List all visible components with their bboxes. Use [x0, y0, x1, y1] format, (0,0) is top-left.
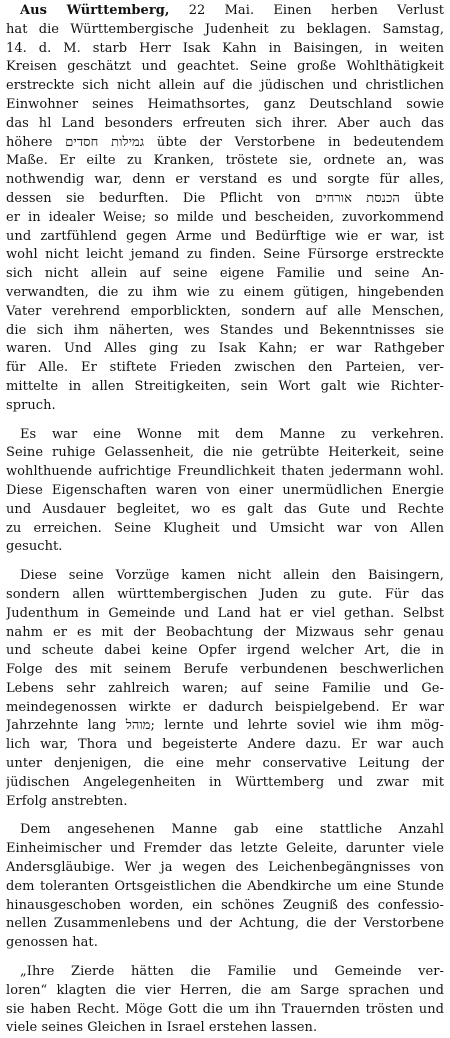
text-line: lich war, Thora und begeisterte Andere dazu. Er war auch — [6, 737, 444, 753]
text-line: Judenthum in Gemeinde und Land hat er viel gethan. Selbst — [6, 605, 444, 621]
text-line: Dem angesehenen Manne gab eine stattliche Anzahl — [20, 822, 444, 838]
text-line: Einwohner seines Heimathsortes, ganz Deutschland sowie — [6, 96, 444, 112]
text-line: nothwendig war, denn er verstand es und sorgte für alles, — [6, 172, 444, 188]
text-line: Diese seine Vorzüge kamen nicht allein den Baisingern, — [20, 568, 444, 584]
text-line: sich nicht allein auf seine eigene Familie und seine An- — [6, 266, 444, 282]
text-line: „Ihre Zierde hätten die Familie und Gemeinde ver- — [20, 964, 444, 980]
text-line: loren“ klagten die vier Herren, die am Sarge sprachen und — [6, 982, 444, 998]
text-line: Erfolg anstrebten. — [6, 793, 128, 809]
text-line: Kreisen geschätzt und geachtet. Seine große Wohlthätigkeit — [6, 59, 444, 75]
text-line: Seine ruhige Gelassenheit, die nie getrübte Heiterkeit, seine — [6, 445, 444, 461]
headline: Aus Württemberg, — [20, 3, 170, 18]
text-line: hinausgeschoben worden, ein schönes Zeugniß des confessio- — [6, 897, 444, 913]
paragraph-4 — [6, 821, 444, 953]
text-line: Lebens sehr zahlreich waren; auf seine Familie und Ge- — [6, 680, 444, 696]
text-line: die sich ihm näherten, wes Standes und Bekenntnisses sie — [6, 322, 444, 338]
text-line: meindegenossen wirkte er dadurch beispielgebend. Er war — [6, 699, 444, 715]
text-line: unter denjenigen, die eine mehr conservative Leitung der — [6, 756, 444, 772]
text-line: gesucht. — [6, 539, 63, 555]
text-line: dessen sie bedurften. Die Pflicht von הכנסת אורחים übte — [6, 190, 444, 206]
text-line: verwandten, die zu ihm wie zu einem gütigen, hingebenden — [6, 284, 444, 300]
text-line: das hl Land besonders erfreuten sich ihrer. Aber auch das — [6, 115, 444, 131]
paragraph-2 — [6, 426, 444, 558]
text-line: Vater verehrend emporblickten, sondern auf alle Menschen, — [6, 303, 444, 319]
paragraph-3 — [6, 567, 444, 811]
paragraph-1 — [6, 2, 444, 416]
text-line: mittelte in allen Streitigkeiten, sein Wort galt wie Richter- — [6, 378, 444, 394]
text-line: viele seines Gleichen in Israel erstehen lassen. — [6, 1020, 318, 1036]
text-line: wohl nicht leicht jemand zu finden. Seine Fürsorge erstreckte — [6, 247, 444, 263]
text-line: und Ausdauer begleitet, wo es galt das Gute und Rechte — [6, 501, 444, 517]
text-line: hat die Württembergische Judenheit zu beklagen. Samstag, — [6, 21, 444, 37]
text-line: Folge des mit seinem Berufe verbundenen beschwerlichen — [6, 662, 444, 678]
text-line: Jahrzehnte lang מוהל; lernte und lehrte soviel wie ihm mög- — [6, 718, 444, 734]
text-line: für Alle. Er stiftete Frieden zwischen den Parteien, ver- — [6, 360, 444, 376]
text-line: nellen Zusammenlebens und der Achtung, die der Verstorbene — [6, 916, 444, 932]
text-line: Aus Württemberg, 22 Mai. Einen herben Verlust — [20, 3, 444, 18]
text-line: und scheute dabei keine Opfer irgend welcher Art, die in — [6, 643, 444, 659]
text-line: waren. Und Alles ging zu Isak Kahn; er war Rathgeber — [6, 341, 444, 357]
text-line: spruch. — [6, 397, 56, 413]
text-line: er in idealer Weise; so milde und bescheiden, zuvorkommend — [6, 209, 444, 225]
text-line: Diese Eigenschaften waren von einer unermüdlichen Energie — [6, 482, 444, 498]
text-line: 14. d. M. starb Herr Isak Kahn in Baisingen, in weiten — [6, 40, 444, 56]
text-line: Maße. Er eilte zu Kranken, tröstete sie, ordnete an, was — [6, 153, 444, 169]
text-line: jüdischen Angelegenheiten in Württemberg und zwar mit — [6, 774, 444, 790]
text-line: Andersgläubige. Wer ja wegen des Leichenbegängnisses von — [6, 860, 444, 876]
text-line: wohlthuende aufrichtige Freundlichkeit thaten jedermann wohl. — [6, 464, 444, 480]
paragraph-5 — [6, 963, 444, 1038]
text-line: zu erreichen. Seine Klugheit und Umsicht war von Allen — [6, 520, 444, 536]
text-line: Es war eine Wonne mit dem Manne zu verkehren. — [20, 426, 444, 442]
text-line: und zartfühlend gegen Arme und Bedürftige wie er war, ist — [6, 228, 444, 244]
text-line: erstreckte sich nicht allein auf die jüdischen und christlichen — [6, 78, 444, 94]
text-line: Einheimischer und Fremder das letzte Geleite, darunter viele — [6, 841, 444, 857]
text-line: sondern allen württembergischen Juden zu gute. Für das — [6, 586, 444, 602]
text-line: nahm er es mit der Beobachtung der Mizwaus sehr genau — [6, 624, 444, 640]
text-line: sie haben Recht. Möge Gott die um ihn Trauernden trösten und — [6, 1001, 444, 1017]
text-line: höhere גמילות חסדים übte der Verstorbene in bedeutendem — [6, 134, 444, 150]
text-line: genossen hat. — [6, 935, 98, 951]
text-line: dem toleranten Ortsgeistlichen die Abendkirche um eine Stunde — [6, 878, 444, 894]
